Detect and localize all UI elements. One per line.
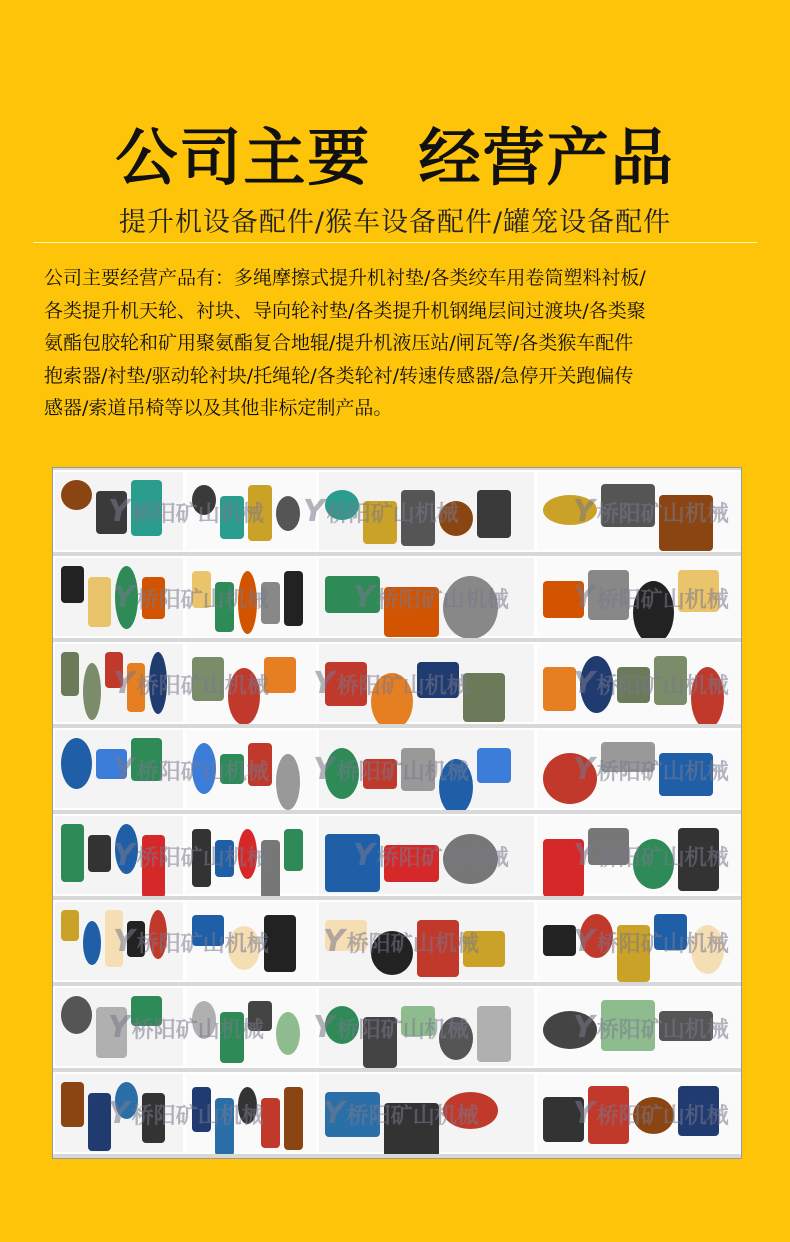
watermark-logo-icon: Y [113,924,135,959]
product-item [61,1082,84,1127]
watermark-text: 桥阳矿山机械 [376,588,509,613]
watermark-logo-icon: Y [313,752,335,787]
watermark-logo-icon: Y [573,494,595,529]
watermark-logo-icon: Y [323,924,345,959]
product-image-grid [52,467,742,1159]
watermark-logo-icon: Y [108,1096,130,1131]
product-photo-row [53,642,741,724]
watermark-text: 桥阳矿山机械 [596,1104,729,1129]
watermark [573,1096,729,1131]
product-item [477,1006,511,1062]
product-item [284,571,303,626]
description-line: 氨酯包胶轮和矿用聚氨酯复合地辊/提升机液压站/闸瓦等/各类猴车配件 [44,332,634,354]
watermark-text: 桥阳矿山机械 [336,760,469,785]
watermark-logo-icon: Y [313,666,335,701]
product-item [61,652,79,696]
watermark-logo-icon: Y [573,838,595,873]
watermark-text: 桥阳矿山机械 [346,932,479,957]
product-item [61,824,84,882]
product-item [61,996,92,1034]
watermark [353,838,509,873]
watermark [113,924,269,959]
watermark [573,924,729,959]
watermark-logo-icon: Y [113,752,135,787]
watermark [353,580,509,615]
watermark [313,1010,469,1045]
watermark-text: 桥阳矿山机械 [376,846,509,871]
watermark-logo-icon: Y [353,838,375,873]
description-line: 各类提升机天轮、衬块、导向轮衬垫/各类提升机钢绳层间过渡块/各类聚 [44,299,646,322]
watermark-text: 桥阳矿山机械 [596,674,729,699]
watermark [573,494,729,529]
watermark [573,666,729,701]
watermark [323,1096,479,1131]
watermark-text: 桥阳矿山机械 [596,760,729,785]
watermark-text: 桥阳矿山机械 [136,588,269,613]
product-item [61,910,79,941]
watermark-text: 桥阳矿山机械 [136,674,269,699]
product-photo-row [53,1072,741,1154]
watermark [573,838,729,873]
watermark [113,666,269,701]
product-item [276,496,300,531]
watermark-logo-icon: Y [573,666,595,701]
watermark [303,494,459,529]
watermark-text: 桥阳矿山机械 [596,588,729,613]
product-photo-row [53,900,741,982]
watermark-logo-icon: Y [573,752,595,787]
product-item [61,566,84,603]
watermark-logo-icon: Y [573,924,595,959]
product-item [463,673,505,722]
watermark-text: 桥阳矿山机械 [336,674,469,699]
watermark-text: 桥阳矿山机械 [131,1104,264,1129]
watermark-logo-icon: Y [108,1010,130,1045]
product-item [88,835,111,872]
watermark [323,924,479,959]
product-item [543,925,576,956]
watermark-logo-icon: Y [113,666,135,701]
page-title: 公司主要 经营产品 [115,121,675,194]
watermark-text: 桥阳矿山机械 [136,932,269,957]
product-photo-row [53,814,741,896]
watermark-text: 桥阳矿山机械 [596,1018,729,1043]
product-photo-row [53,728,741,810]
watermark [313,666,469,701]
watermark-logo-icon: Y [573,1096,595,1131]
product-item [88,577,111,627]
watermark-text: 桥阳矿山机械 [596,932,729,957]
description-line: 抱索器/衬垫/驱动轮衬块/托绳轮/各类轮衬/转速传感器/急停开关跑偏传 [44,364,634,387]
product-item [284,829,303,871]
watermark-text: 桥阳矿山机械 [326,502,459,527]
product-item [276,754,300,810]
product-photo-row [53,470,741,552]
watermark-logo-icon: Y [353,580,375,615]
page-subtitle: 提升机设备配件/猴车设备配件/罐笼设备配件 [118,207,672,238]
watermark [573,580,729,615]
product-item [83,663,101,720]
watermark-text: 桥阳矿山机械 [131,1018,264,1043]
watermark [113,580,269,615]
description-line: 感器/索道吊椅等以及其他非标定制产品。 [44,397,393,419]
watermark-logo-icon: Y [108,494,130,529]
watermark [108,1096,264,1131]
watermark [113,752,269,787]
watermark [108,494,264,529]
product-description [44,262,754,425]
watermark [573,752,729,787]
watermark-text: 桥阳矿山机械 [346,1104,479,1129]
product-item [477,748,511,783]
watermark-logo-icon: Y [113,838,135,873]
watermark-logo-icon: Y [313,1010,335,1045]
watermark [113,838,269,873]
watermark-text: 桥阳矿山机械 [136,846,269,871]
watermark-logo-icon: Y [303,494,325,529]
product-item [61,738,92,789]
watermark [573,1010,729,1045]
watermark-logo-icon: Y [573,1010,595,1045]
watermark-text: 桥阳矿山机械 [136,760,269,785]
divider [33,242,757,243]
product-item [276,1012,300,1055]
watermark-logo-icon: Y [323,1096,345,1131]
watermark-text: 桥阳矿山机械 [596,502,729,527]
watermark-text: 桥阳矿山机械 [336,1018,469,1043]
product-item [477,490,511,538]
product-photo-row [53,986,741,1068]
watermark [313,752,469,787]
watermark-text: 桥阳矿山机械 [596,846,729,871]
product-item [543,667,576,711]
watermark-logo-icon: Y [573,580,595,615]
product-photo-row [53,556,741,638]
watermark [108,1010,264,1045]
product-item [61,480,92,510]
description-line: 公司主要经营产品有：多绳摩擦式提升机衬垫/各类绞车用卷筒塑料衬板/ [44,267,646,289]
watermark-logo-icon: Y [113,580,135,615]
watermark-text: 桥阳矿山机械 [131,502,264,527]
product-item [284,1087,303,1150]
product-item [83,921,101,965]
